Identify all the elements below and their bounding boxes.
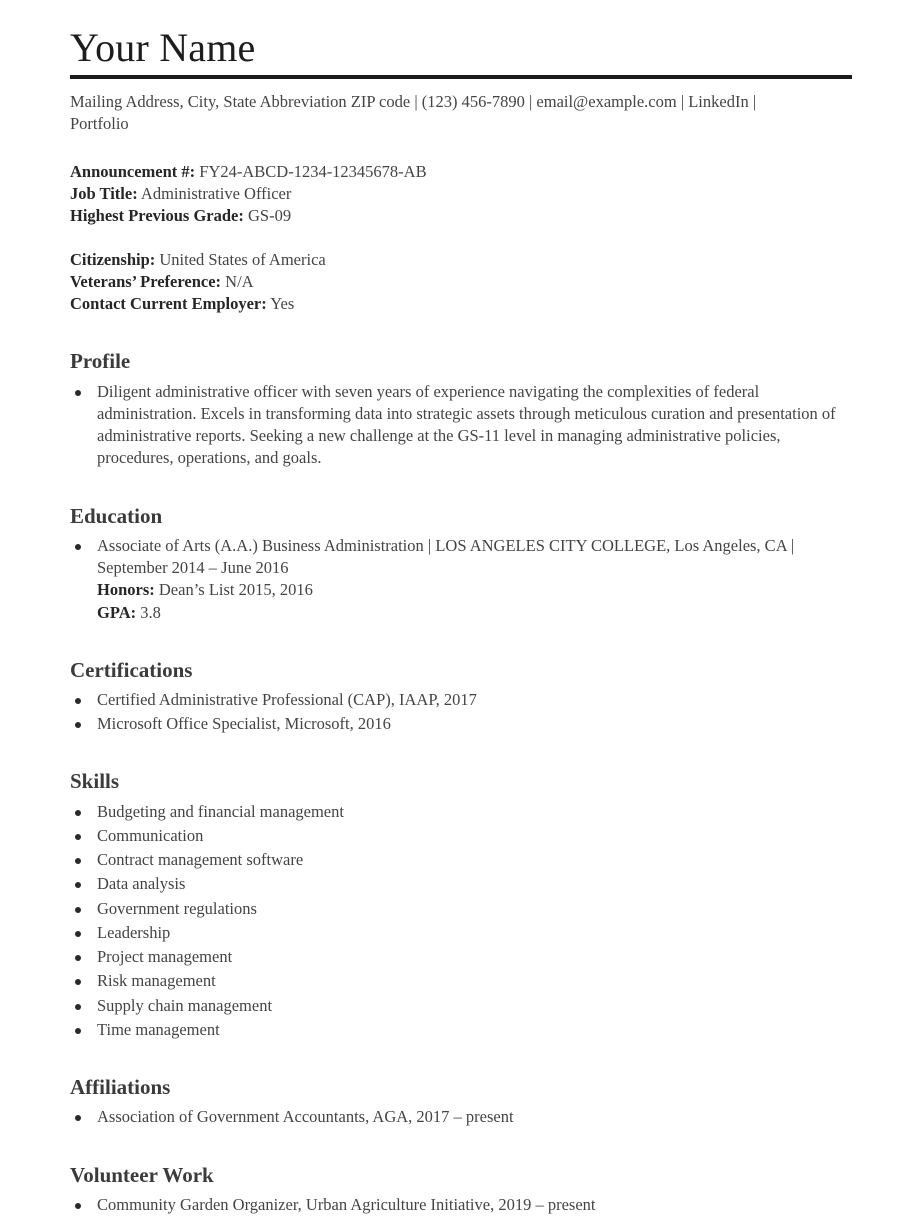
list-item: Time management	[70, 1019, 837, 1041]
section-title-education: Education	[70, 503, 163, 528]
education-entry: Associate of Arts (A.A.) Business Administration | LOS ANGELES CITY COLLEGE, Los Angeles, CA | September 2014 – June 2016	[97, 535, 795, 577]
list-item: Communication	[70, 825, 837, 847]
skills-list	[70, 801, 852, 1042]
meta-row-job-title	[70, 183, 852, 205]
meta-row-contact-employer	[70, 293, 852, 315]
education-gpa-label: GPA:	[97, 602, 137, 622]
list-item: Government regulations	[70, 898, 837, 920]
education-list	[70, 535, 852, 624]
meta-value-highest-grade: GS-09	[247, 205, 292, 225]
meta-value-announcement: FY24-ABCD-1234-12345678-AB	[199, 161, 427, 181]
eligibility-details	[70, 249, 852, 315]
contact-line: Mailing Address, City, State Abbreviation ZIP code | (123) 456-7890 | email@example.com | LinkedIn | Portfolio	[70, 92, 757, 133]
meta-row-citizenship	[70, 249, 852, 271]
volunteer-list	[70, 1194, 852, 1216]
section-title-affiliations: Affiliations	[70, 1075, 171, 1100]
list-item: Diligent administrative officer with seven years of experience navigating the complexities of federal administration. Excels in transforming data into strategic assets through meticulous curation and presentation of administrative reports. Seeking a new challenge at the GS-11 level in managing administrative policies, procedures, operations, and goals.	[70, 381, 837, 470]
meta-value-job-title: Administrative Officer	[140, 183, 292, 203]
meta-label-contact-employer: Contact Current Employer:	[70, 294, 267, 314]
list-item: Risk management	[70, 970, 837, 992]
meta-value-contact-employer: Yes	[270, 294, 295, 314]
section-title-certifications: Certifications	[70, 657, 193, 682]
education-gpa	[97, 602, 837, 624]
meta-row-highest-grade	[70, 205, 852, 227]
meta-label-highest-grade: Highest Previous Grade:	[70, 205, 244, 225]
meta-label-veterans-preference: Veterans’ Preference:	[70, 272, 222, 292]
meta-row-veterans-preference	[70, 271, 852, 293]
meta-value-citizenship: United States of America	[159, 250, 326, 270]
list-item: Contract management software	[70, 849, 837, 871]
announcement-details	[70, 161, 852, 227]
education-honors-label: Honors:	[97, 580, 155, 600]
certifications-list	[70, 689, 852, 736]
list-item: Certified Administrative Professional (CAP), IAAP, 2017	[70, 689, 837, 711]
meta-row-announcement	[70, 161, 852, 183]
meta-label-announcement: Announcement #:	[70, 161, 196, 181]
profile-list	[70, 381, 852, 470]
list-item	[70, 535, 837, 624]
list-item: Leadership	[70, 922, 837, 944]
list-item: Project management	[70, 946, 837, 968]
section-title-volunteer-work: Volunteer Work	[70, 1162, 214, 1187]
meta-value-veterans-preference: N/A	[225, 272, 254, 292]
affiliations-list	[70, 1106, 852, 1128]
list-item: Budgeting and financial management	[70, 801, 837, 823]
list-item: Data analysis	[70, 873, 837, 895]
education-honors-value: Dean’s List 2015, 2016	[158, 580, 313, 600]
list-item: Association of Government Accountants, AGA, 2017 – present	[70, 1106, 837, 1128]
header-divider	[70, 75, 852, 79]
education-honors	[97, 579, 837, 601]
education-gpa-value: 3.8	[140, 602, 161, 622]
section-title-skills: Skills	[70, 769, 120, 794]
list-item: Supply chain management	[70, 995, 837, 1017]
list-item: Microsoft Office Specialist, Microsoft, 2016	[70, 713, 837, 735]
list-item: Community Garden Organizer, Urban Agriculture Initiative, 2019 – present	[70, 1194, 837, 1216]
meta-label-job-title: Job Title:	[70, 183, 138, 203]
section-title-profile: Profile	[70, 349, 131, 374]
page-title: Your Name	[70, 25, 256, 70]
meta-label-citizenship: Citizenship:	[70, 250, 156, 270]
